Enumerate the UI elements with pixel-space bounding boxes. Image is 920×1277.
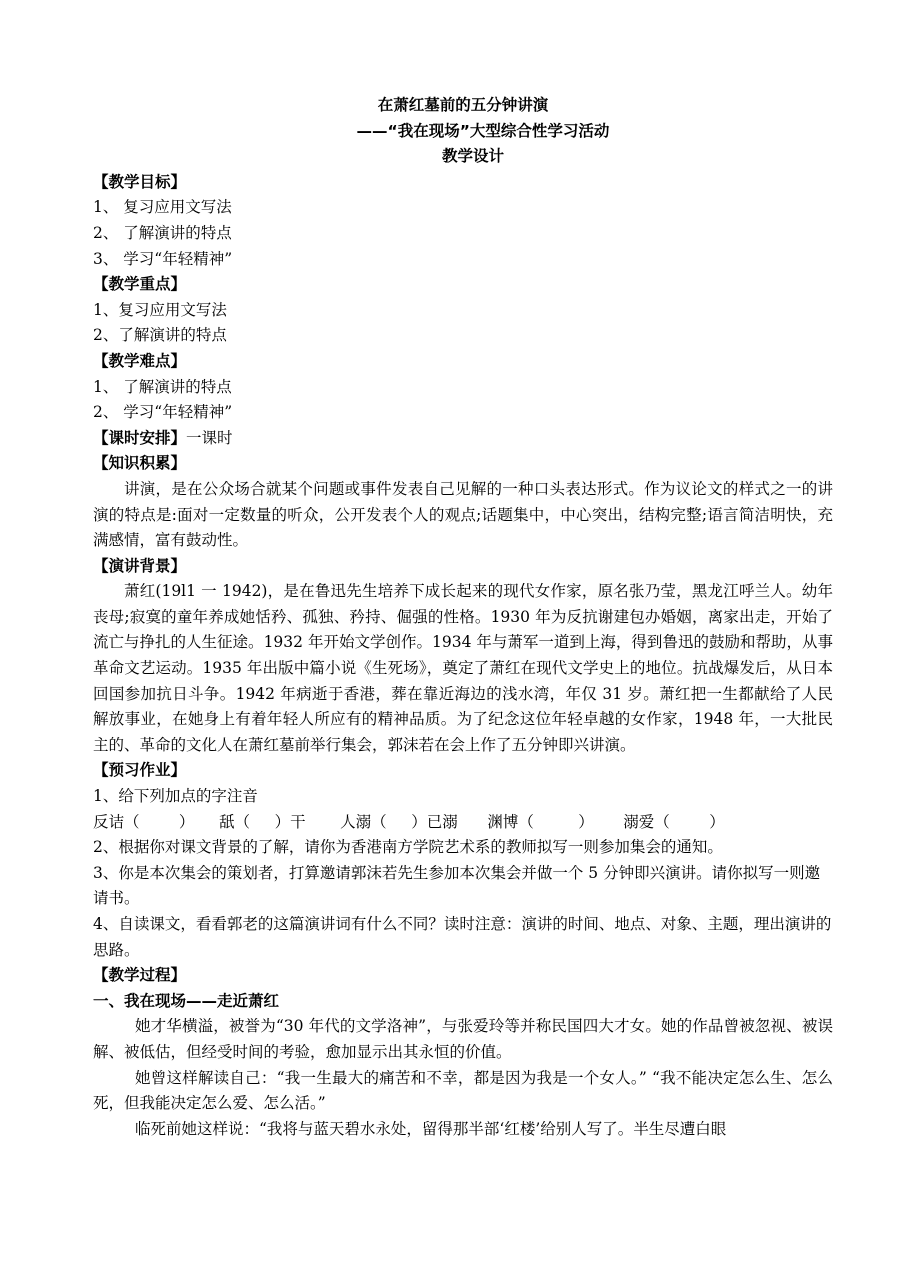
difficulty-item: 1、 了解演讲的特点	[93, 377, 232, 396]
homework-question-3: 3、你是本次集会的策划者，打算邀请郭沫若先生参加本次集会并做一个 5 分钟即兴演讲。请你拟写一则邀请书。	[93, 863, 821, 908]
knowledge-heading: 【知识积累】	[93, 454, 187, 473]
schedule-value: 一课时	[186, 428, 233, 447]
homework-question-1: 1、给下列加点的字注音	[93, 787, 258, 806]
document-subtitle: ——“我在现场”大型综合性学习活动	[356, 121, 610, 140]
background-heading: 【演讲背景】	[93, 556, 187, 575]
process-paragraph: 临死前她这样说：“我将与蓝天碧水永处，留得那半部‘红楼’给别人写了。半生尽遭白眼	[135, 1119, 727, 1138]
process-heading: 【教学过程】	[93, 966, 187, 985]
homework-question-4: 4、自读课文，看看郭老的这篇演讲词有什么不同？读时注意：演讲的时间、地点、对象、主题，理出演讲的思路。	[93, 915, 832, 959]
background-paragraph: 萧红(19l1 一 1942)，是在鲁迅先生培养下成长起来的现代女作家，原名张乃莹，黑龙江呼兰人。幼年丧母;寂寞的童年养成她恬矜、孤独、矜持、倔强的性格。1930 年为反抗谢建包办婚姻，离家出走，开始了流亡与挣扎的人生征途。1932 年开始文学创作。1934 年与萧军一道到上海，得到鲁迅的鼓励和帮助，从事革命文艺运动。1935 年出版中篇小说《生死场》，奠定了萧红在现代文学史上的地位。抗战爆发后，从日本回国参加抗日斗争。1942 年病逝于香港，葬在靠近海边的浅水湾，年仅 31 岁。萧红把一生都献给了人民解放事业，在她身上有着年轻人所应有的精神品质。为了纪念这位年轻卓越的女作家，1948 年，一大批民主的、革命的文化人在萧红墓前举行集会，郭沫若在会上作了五分钟即兴讲演。	[93, 582, 833, 754]
focus-heading: 【教学重点】	[93, 275, 187, 294]
focus-item: 1、复习应用文写法	[93, 300, 227, 319]
homework-question-2: 2、根据你对课文背景的了解，请你为香港南方学院艺术系的教师拟写一则参加集会的通知。	[93, 838, 723, 857]
schedule-row	[93, 426, 833, 452]
difficulty-item: 2、 学习“年轻精神”	[93, 403, 233, 422]
document-page	[93, 93, 833, 1142]
process-paragraph: 她曾这样解读自己：“我一生最大的痛苦和不幸，都是因为我是一个女人。” “我不能决定怎么生、怎么死，但我能决定怎么爱、怎么活。”	[93, 1068, 833, 1113]
focus-item: 2、了解演讲的特点	[93, 326, 227, 345]
process-paragraph: 她才华横溢，被誉为“30 年代的文学洛神”，与张爱玲等并称民国四大才女。她的作品曾被忽视、被误解、被低估，但经受时间的考验，愈加显示出其永恒的价值。	[93, 1017, 833, 1061]
difficulty-heading: 【教学难点】	[93, 351, 187, 370]
goals-heading: 【教学目标】	[93, 172, 187, 191]
section-title: 一、我在现场——走近萧红	[93, 991, 280, 1010]
goal-item: 1、 复习应用文写法	[93, 198, 232, 217]
goal-item: 2、 了解演讲的特点	[93, 223, 232, 242]
knowledge-paragraph: 讲演，是在公众场合就某个问题或事件发表自己见解的一种口头表达形式。作为议论文的样式之一的讲演的特点是:面对一定数量的听众，公开发表个人的观点;话题集中，中心突出，结构完整;语言简洁明快，充满感情，富有鼓动性。	[93, 479, 833, 550]
schedule-heading: 【课时安排】	[93, 428, 187, 447]
document-design-label: 教学设计	[441, 147, 504, 166]
document-title: 在萧红墓前的五分钟讲演	[377, 96, 549, 114]
pinyin-fill-row: 反诘（ ） 舐（ ）干 人溺（ ）已溺 渊博（ ） 溺爱（ ）	[93, 812, 725, 831]
homework-heading: 【预习作业】	[93, 761, 187, 780]
goal-item: 3、 学习“年轻精神”	[93, 249, 233, 268]
